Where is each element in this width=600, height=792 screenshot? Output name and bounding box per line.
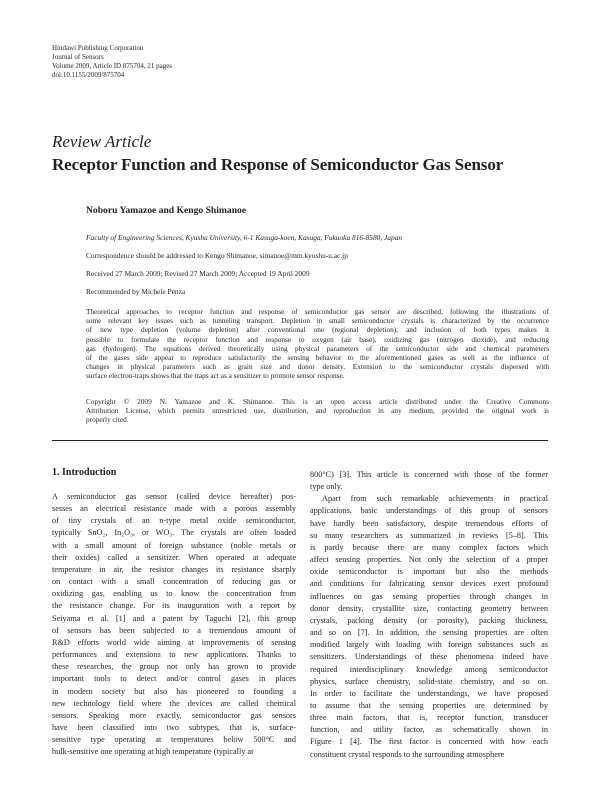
body-line: in modern society but also has pioneered to founding a (52, 686, 296, 696)
journal-header (52, 44, 172, 80)
body-line: Seiyama et al. [1] and a patent by Taguchi [2], this group (52, 613, 296, 623)
body-line: bulk-sensitive one operating at high temperature (typically at (52, 747, 254, 757)
body-line: of tiny crystals of an n-type metal oxide semiconductor, (52, 516, 296, 526)
body-line: new technology field where the devices are called chemical (52, 698, 296, 708)
copyright-line: Copyright © 2009 N. Yamazoe and K. Shimanoe. This is an open access article distributed under the Creative Commons (86, 397, 549, 406)
body-line: temperature in air, the resistor changes its resistance sharply (52, 564, 296, 574)
section-divider (52, 440, 548, 441)
body-line: on contact with a small concentration of reducing gas or (52, 577, 296, 587)
body-line: 800°C) [3]. This article is concerned with those of the former (310, 470, 548, 479)
abstract-line: some relevant key issues such as tunneling transport. Depletion in small semiconductor crystals is characterized by the occurrence (86, 316, 549, 326)
publisher-line: Hindawi Publishing Corporation (52, 44, 144, 52)
body-line: In order to facilitate the understandings, we have proposed (310, 688, 548, 698)
body-line: so many researchers as summarized in reviews [5–8]. This (310, 530, 548, 540)
body-line: sesses an electrical resistance made with a porous assembly (52, 504, 296, 514)
copyright-line: properly cited. (86, 415, 129, 425)
body-line: physics, surface chemistry, solid-state chemistry, and so on. (310, 676, 548, 686)
body-line: have been classified into two subtypes, that is, surface- (52, 722, 296, 732)
affiliation: Faculty of Engineering Sciences, Kyushu University, 6-1 Kasuga-koen, Kasuga, Fukuoka 816-8580, Japan (86, 233, 403, 242)
recommended-by: Recommended by Michele Penza (86, 287, 186, 296)
abstract-line: of the gases side appear to reproduce satisfactorily the sensing behavior to the aforementioned gases as well as the influence of (86, 353, 549, 363)
paper-title: Receptor Function and Response of Semiconductor Gas Sensor (52, 155, 504, 174)
body-line: with a small amount of foreign substance (noble metals or (52, 540, 296, 550)
body-line: crystals, packing density (or porosity), packing thickness, (310, 615, 548, 625)
body-line: A semiconductor gas sensor (called device hereafter) pos- (52, 492, 296, 501)
body-line: to assume that the sensing properties are determined by (310, 700, 548, 710)
abstract-line: surface electron-traps shows that the traps act as a sensitizer to promote sensor response. (86, 371, 345, 381)
body-line: and so on [7]. In addition, the sensing properties are often (310, 628, 548, 638)
body-line: applications, basic understandings of this group of sensors (310, 506, 548, 516)
body-line: important tools to detect and/or control gases in places (52, 674, 296, 684)
abstract (86, 307, 549, 381)
body-line: R&D efforts world wide aiming at improvements of sensing (52, 637, 296, 647)
body-line: sensors. Speaking more exactly, semiconductor gas sensors (52, 710, 296, 720)
body-line: Figure 1 [4]. The first factor is concerned with how each (310, 737, 548, 747)
section-heading: 1. Introduction (52, 467, 117, 478)
abstract-line: of new type depletion (volume depletion) after conventional one (regional depletion), and inclusion of both types makes it (86, 325, 549, 335)
copyright-line: Attribution License, which permits unrestricted use, distribution, and reproduction in any medium, provided the original work is (86, 406, 549, 416)
body-line: three main factors, that is, receptor function, transducer (310, 713, 548, 723)
body-line: and conditions for fabricating sensor devices exert profound (310, 579, 548, 589)
abstract-line: Theoretical approaches to receptor function and response of semiconductor gas sensor are described, following the illustrations of (86, 307, 549, 316)
body-line: have hardly been satisfactory, despite tremendous efforts of (310, 518, 548, 528)
abstract-line: changes in physical parameters such as grain size and donor density. Extension to the semiconductor crystals dispersed with (86, 362, 549, 372)
abstract-line: possible to formulate the receptor function and response to oxygen (air base), oxidizing gas (nitrogen dioxide), and reducing (86, 334, 549, 344)
correspondence: Correspondence should be addressed to Kengo Shimanoe, simanoe@mm.kyushu-u.ac.jp (86, 251, 348, 260)
body-line: type only. (310, 482, 343, 492)
body-line: required interdisciplinary knowledge among semiconductor (310, 664, 548, 674)
body-line: the resistance change. For its inauguration with a report by (52, 601, 296, 611)
volume-line: Volume 2009, Article ID 875704, 21 pages (52, 62, 173, 71)
body-line: is partly because there are many complex factors which (310, 542, 548, 552)
body-line: influences on gas sensing properties through changes in (310, 591, 548, 601)
article-dates: Received 27 March 2009; Revised 27 March 2009; Accepted 19 April 2009 (86, 269, 310, 278)
author-list: Noboru Yamazoe and Kengo Shimanoe (86, 205, 247, 216)
body-line: these researches, the group not only has grown to provide (52, 662, 296, 672)
article-type: Review Article (52, 132, 152, 151)
abstract-line: gas (hydrogen). The equations derived theoretically using physical parameters of the semiconductor side and chemical parameters (86, 343, 549, 353)
body-line: Apart from such remarkable achievements in practical (322, 494, 548, 504)
body-line: typically SnO₂, In₂O₃, or WO₃. The crystals are often loaded (52, 528, 296, 538)
body-line: sensitive type operating at temperatures below 500°C and (52, 735, 296, 745)
journal-name: Journal of Sensors (52, 53, 104, 62)
left-column (52, 491, 296, 758)
body-line: oxide semiconductor is important but also the methods (310, 567, 548, 577)
right-column (310, 469, 548, 761)
body-line: affect sensing properties. Not only the selection of a proper (310, 555, 548, 565)
body-line: their oxides) called a sensitizer. When operated at adequate (52, 552, 296, 562)
body-line: modified largely with loading with foreign substances such as (310, 640, 548, 650)
body-line: sensitizers. Understandings of these phenomena indeed have (310, 652, 548, 662)
body-line: constituent crystal responds to the surrounding atmosphere (310, 749, 505, 759)
body-line: function, and utility factor, as schematically shown in (310, 725, 548, 735)
body-line: oxidizing gas, enabling us to know the concentration from (52, 589, 296, 599)
body-line: performances and extensions to new applications. Thanks to (52, 650, 296, 660)
copyright-notice (86, 397, 549, 425)
body-line: of sensors has been subjected to a tremendous amount of (52, 625, 296, 635)
body-line: donor density, crystallite size, contacting geometry between (310, 603, 548, 613)
doi-line: doi:10.1155/2009/875704 (52, 71, 125, 80)
